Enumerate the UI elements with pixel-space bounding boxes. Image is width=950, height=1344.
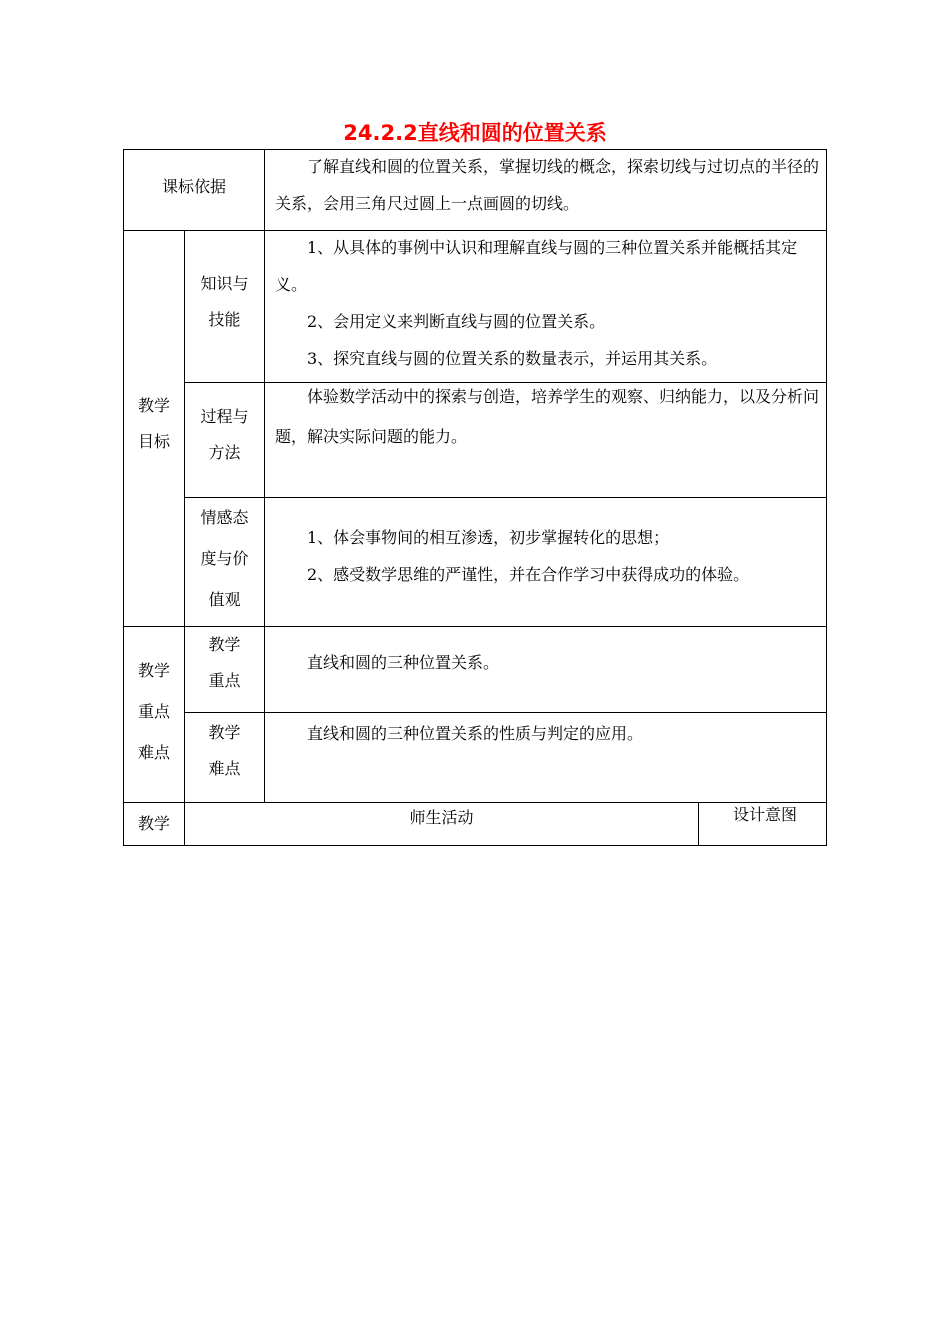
keypoints-label: 教学 重点 难点 — [137, 661, 170, 762]
difficulty-content-cell — [264, 712, 827, 803]
process-label: 过程与 方法 — [200, 407, 249, 462]
emotion-text — [275, 519, 820, 593]
emotion-content-cell — [264, 497, 827, 627]
emotion-item-2: 2、感受数学思维的严谨性，并在合作学习中获得成功的体验。 — [307, 565, 750, 584]
activities-cell — [184, 802, 699, 846]
focus-text: 直线和圆的三种位置关系。 — [307, 653, 500, 672]
difficulty-label: 教学 难点 — [208, 723, 241, 778]
knowledge-label: 知识与 技能 — [200, 274, 249, 329]
process-text: 体验数学活动中的探索与创造，培养学生的观察、归纳能力，以及分析问题，解决实际问题的能力。 — [275, 387, 820, 446]
emotion-label-cell — [184, 497, 265, 627]
keypoints-label-cell — [123, 626, 185, 803]
process-label-cell — [184, 382, 265, 498]
design-cell — [698, 802, 827, 846]
focus-label-cell — [184, 626, 265, 713]
focus-content-cell — [264, 626, 827, 713]
emotion-label: 情感态 度与价 值观 — [200, 508, 249, 609]
footer-label: 教学 — [137, 814, 170, 833]
design-label: 设计意图 — [733, 805, 798, 824]
basis-label-cell — [123, 149, 265, 231]
knowledge-label-cell — [184, 230, 265, 383]
knowledge-item-2: 2、会用定义来判断直线与圆的位置关系。 — [307, 312, 606, 331]
page-title: 24.2.2直线和圆的位置关系 — [343, 121, 607, 145]
emotion-item-1: 1、体会事物间的相互渗透，初步掌握转化的思想； — [307, 528, 670, 547]
knowledge-text — [275, 229, 820, 377]
knowledge-content-cell — [264, 230, 827, 383]
basis-text: 了解直线和圆的位置关系，掌握切线的概念，探索切线与过切点的半径的关系，会用三角尺过圆上一点画圆的切线。 — [275, 157, 820, 213]
focus-label: 教学 重点 — [208, 635, 241, 690]
difficulty-text: 直线和圆的三种位置关系的性质与判定的应用。 — [307, 724, 644, 743]
basis-label: 课标依据 — [161, 177, 226, 196]
knowledge-item-1: 1、从具体的事例中认识和理解直线与圆的三种位置关系并能概括其定义。 — [275, 238, 798, 294]
footer-label-cell — [123, 802, 185, 846]
activities-label: 师生活动 — [409, 808, 474, 827]
knowledge-item-3: 3、探究直线与圆的位置关系的数量表示，并运用其关系。 — [307, 349, 718, 368]
difficulty-label-cell — [184, 712, 265, 803]
goals-label: 教学 目标 — [137, 396, 170, 451]
process-content-cell — [264, 382, 827, 498]
goals-label-cell — [123, 230, 185, 627]
basis-content-cell — [264, 149, 827, 231]
